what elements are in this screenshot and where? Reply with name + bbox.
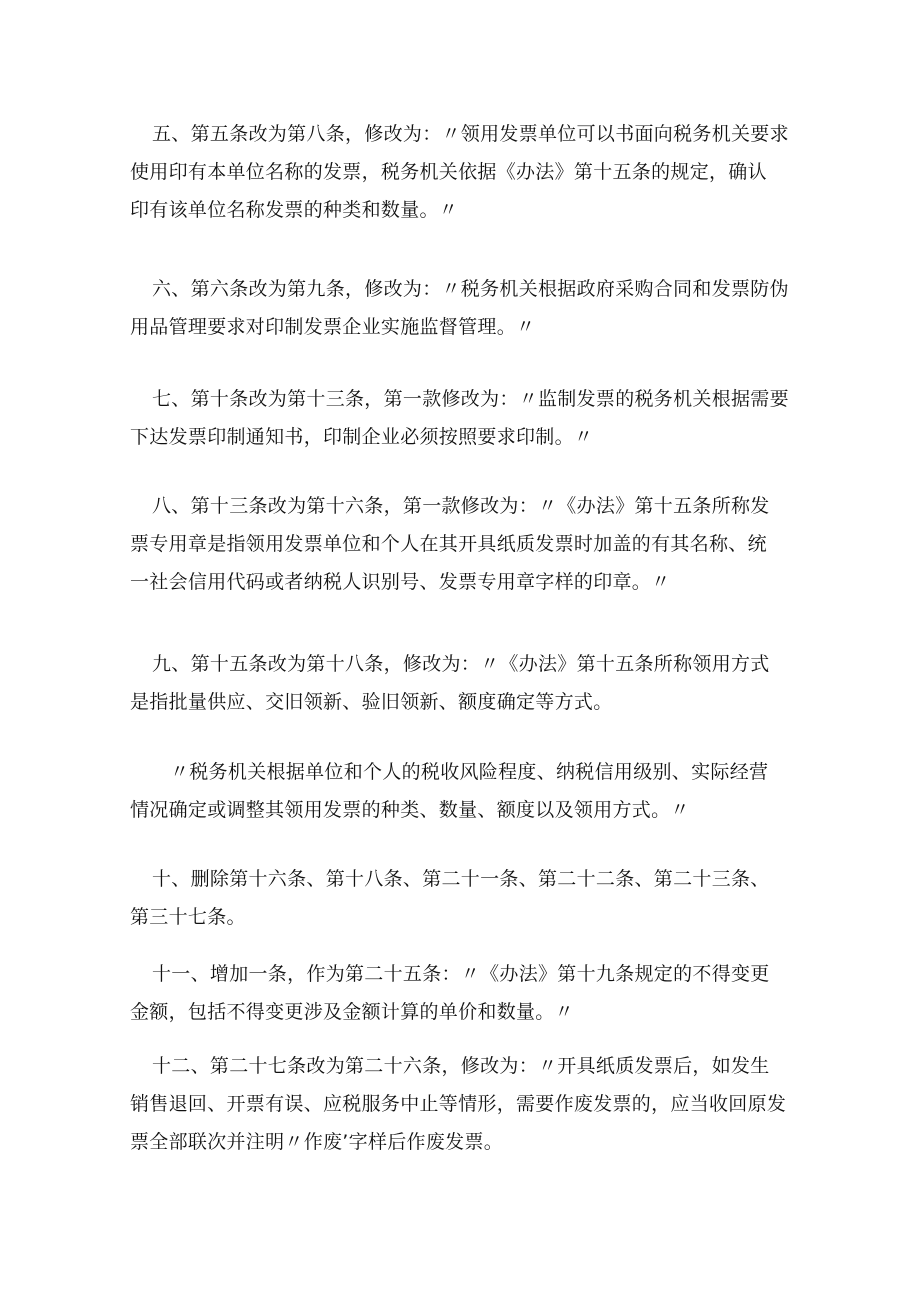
- text-line: 金额，包括不得变更涉及金额计算的单价和数量。〃: [130, 1001, 574, 1023]
- text-line: 印有该单位名称发票的种类和数量。〃: [130, 199, 459, 221]
- text-line: 五、第五条改为第八条，修改为：〃领用发票单位可以书面向税务机关要求: [152, 123, 789, 145]
- text-line: 下达发票印制通知书，印制企业必须按照要求印制。〃: [130, 426, 594, 448]
- text-line: 情况确定或调整其领用发票的种类、数量、额度以及领用方式。〃: [130, 799, 690, 821]
- paragraph-article-8: [130, 487, 795, 601]
- text-line: 十二、第二十七条改为第二十六条，修改为：〃开具纸质发票后，如发生: [152, 1055, 770, 1077]
- text-line: 十一、增加一条，作为第二十五条：〃《办法》第十九条规定的不得变更: [152, 963, 770, 985]
- text-line: 七、第十条改为第十三条，第一款修改为：〃监制发票的税务机关根据需要: [152, 388, 789, 410]
- paragraph-article-10: [130, 860, 795, 936]
- text-line: 九、第十五条改为第十八条，修改为：〃《办法》第十五条所称领用方式: [152, 653, 770, 675]
- paragraph-article-6: [130, 270, 795, 346]
- text-line: 一社会信用代码或者纳税人识别号、发票专用章字样的印章。〃: [130, 571, 671, 593]
- text-line: 六、第六条改为第九条，修改为：〃税务机关根据政府采购合同和发票防伪: [152, 278, 789, 300]
- text-line: 销售退回、开票有误、应税服务中止等情形，需要作废发票的，应当收回原发: [130, 1093, 787, 1115]
- text-line: 是指批量供应、交旧领新、验旧领新、额度确定等方式。: [130, 691, 613, 713]
- text-line: 用品管理要求对印制发票企业实施监督管理。〃: [130, 316, 536, 338]
- text-line: 十、删除第十六条、第十八条、第二十一条、第二十二条、第二十三条、: [152, 868, 770, 890]
- paragraph-article-11: [130, 955, 795, 1031]
- text-line: 使用印有本单位名称的发票，税务机关依据《办法》第十五条的规定，确认: [130, 161, 767, 183]
- text-line: 八、第十三条改为第十六条，第一款修改为：〃《办法》第十五条所称发: [152, 495, 770, 517]
- paragraph-article-12: [130, 1047, 795, 1161]
- text-line: 第三十七条。: [130, 906, 246, 928]
- paragraph-article-9: [130, 645, 795, 721]
- text-line: 票全部联次并注明〃作废’字样后作废发票。: [130, 1131, 504, 1153]
- paragraph-article-5: [130, 115, 795, 229]
- text-line: 〃税务机关根据单位和个人的税收风险程度、纳税信用级别、实际经营: [170, 761, 769, 783]
- paragraph-article-9-continued: [130, 753, 795, 829]
- text-line: 票专用章是指领用发票单位和个人在其开具纸质发票时加盖的有其名称、统: [130, 533, 767, 555]
- paragraph-article-7: [130, 380, 795, 456]
